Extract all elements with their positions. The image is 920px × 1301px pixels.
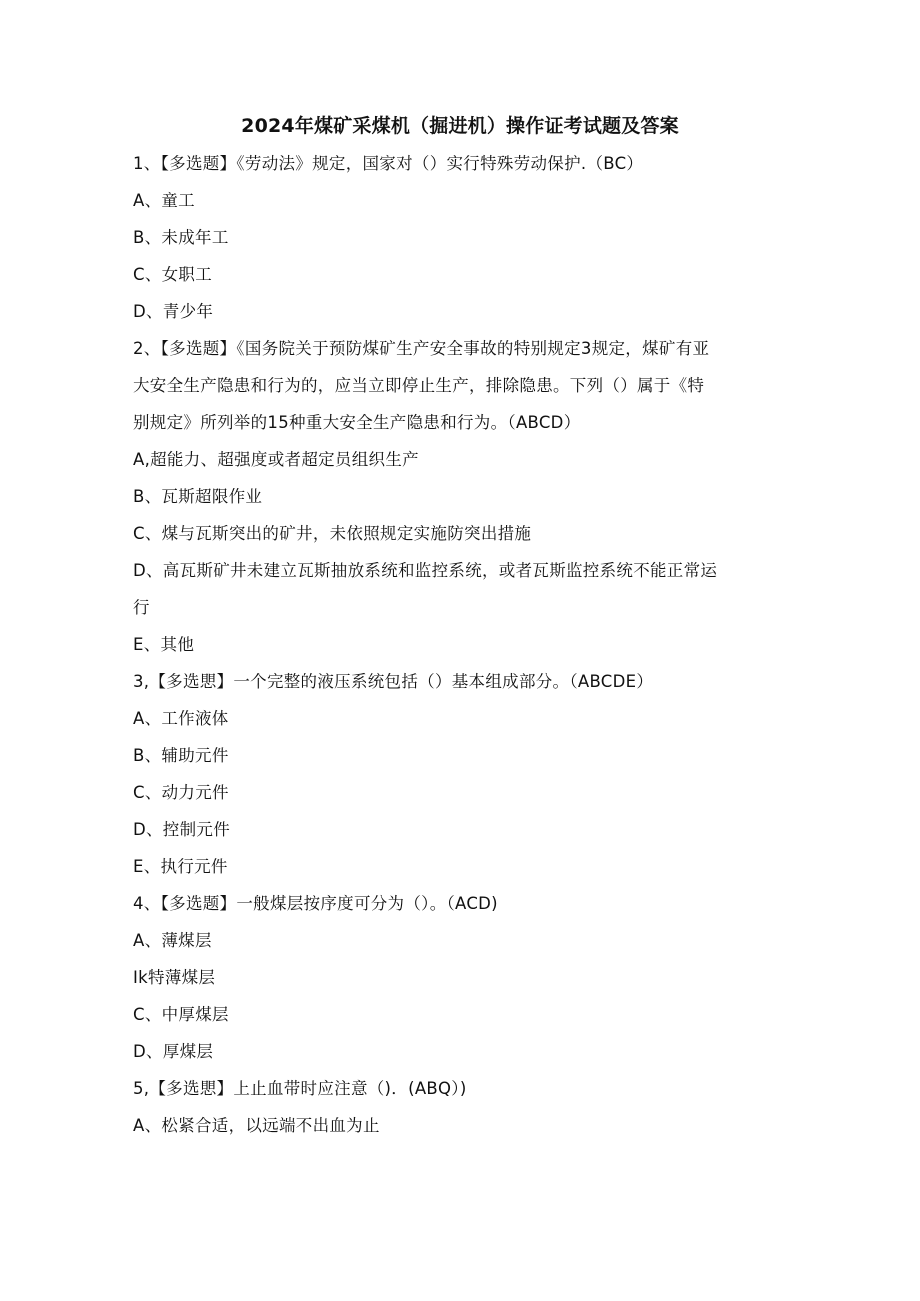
question-stem: 3,【多选愳】一个完整的液压系统包括（）基本组成部分。（ABCDE） <box>133 672 654 691</box>
answer-option: D、厚煤层 <box>133 1042 214 1061</box>
answer-option: B、辅助元件 <box>133 746 229 765</box>
answer-option: E、执行元件 <box>133 857 228 876</box>
question-stem: 5,【多选愳】上止血带时应注意（)．(ABQ）) <box>133 1079 467 1098</box>
answer-option: A,超能力、超强度或者超定员组织生产 <box>133 450 419 469</box>
answer-option: D、高瓦斯矿井未建立瓦斯抽放系统和监控系统，或者瓦斯监控系统不能正常运 <box>133 561 718 580</box>
answer-option: A、工作液体 <box>133 709 229 728</box>
answer-option: E、其他 <box>133 635 195 654</box>
answer-option: B、未成年工 <box>133 228 229 247</box>
answer-option: D、青少年 <box>133 302 214 321</box>
answer-option: C、中厚煤层 <box>133 1005 229 1024</box>
question-stem: 4、【多选题】一般煤层按序度可分为（）。（ACD) <box>133 894 498 913</box>
answer-option: C、动力元件 <box>133 783 229 802</box>
answer-option: A、薄煤层 <box>133 931 212 950</box>
answer-option: D、控制元件 <box>133 820 231 839</box>
question-stem: 1、【多选题】《劳动法》规定，国家对（）实行特殊劳动保护.（BC） <box>133 154 644 173</box>
answer-option: A、童工 <box>133 191 195 210</box>
question-stem: 2、【多选题】《国务院关于预防煤矿生产安全事故的特别规定3规定，煤矿有亚 <box>133 339 710 358</box>
question-list <box>133 150 793 1149</box>
answer-option: A、松紧合适，以远端不出血为止 <box>133 1116 380 1135</box>
answer-option: C、女职工 <box>133 265 213 284</box>
answer-option: C、煤与瓦斯突出的矿井，未依照规定实施防突出措施 <box>133 524 532 543</box>
answer-option: Ik特薄煤层 <box>133 968 216 987</box>
document-title: 2024年煤矿采煤机（掘进机）操作证考试题及答案 <box>241 115 679 137</box>
answer-option: B、瓦斯超限作业 <box>133 487 263 506</box>
answer-option-continuation: 行 <box>133 598 150 617</box>
question-stem-continuation: 别规定》所列举的15种重大安全生产隐患和行为。（ABCD） <box>133 413 581 432</box>
question-stem-continuation: 大安全生产隐患和行为的，应当立即停止生产，排除隐患。下列（）属于《特 <box>133 376 705 395</box>
